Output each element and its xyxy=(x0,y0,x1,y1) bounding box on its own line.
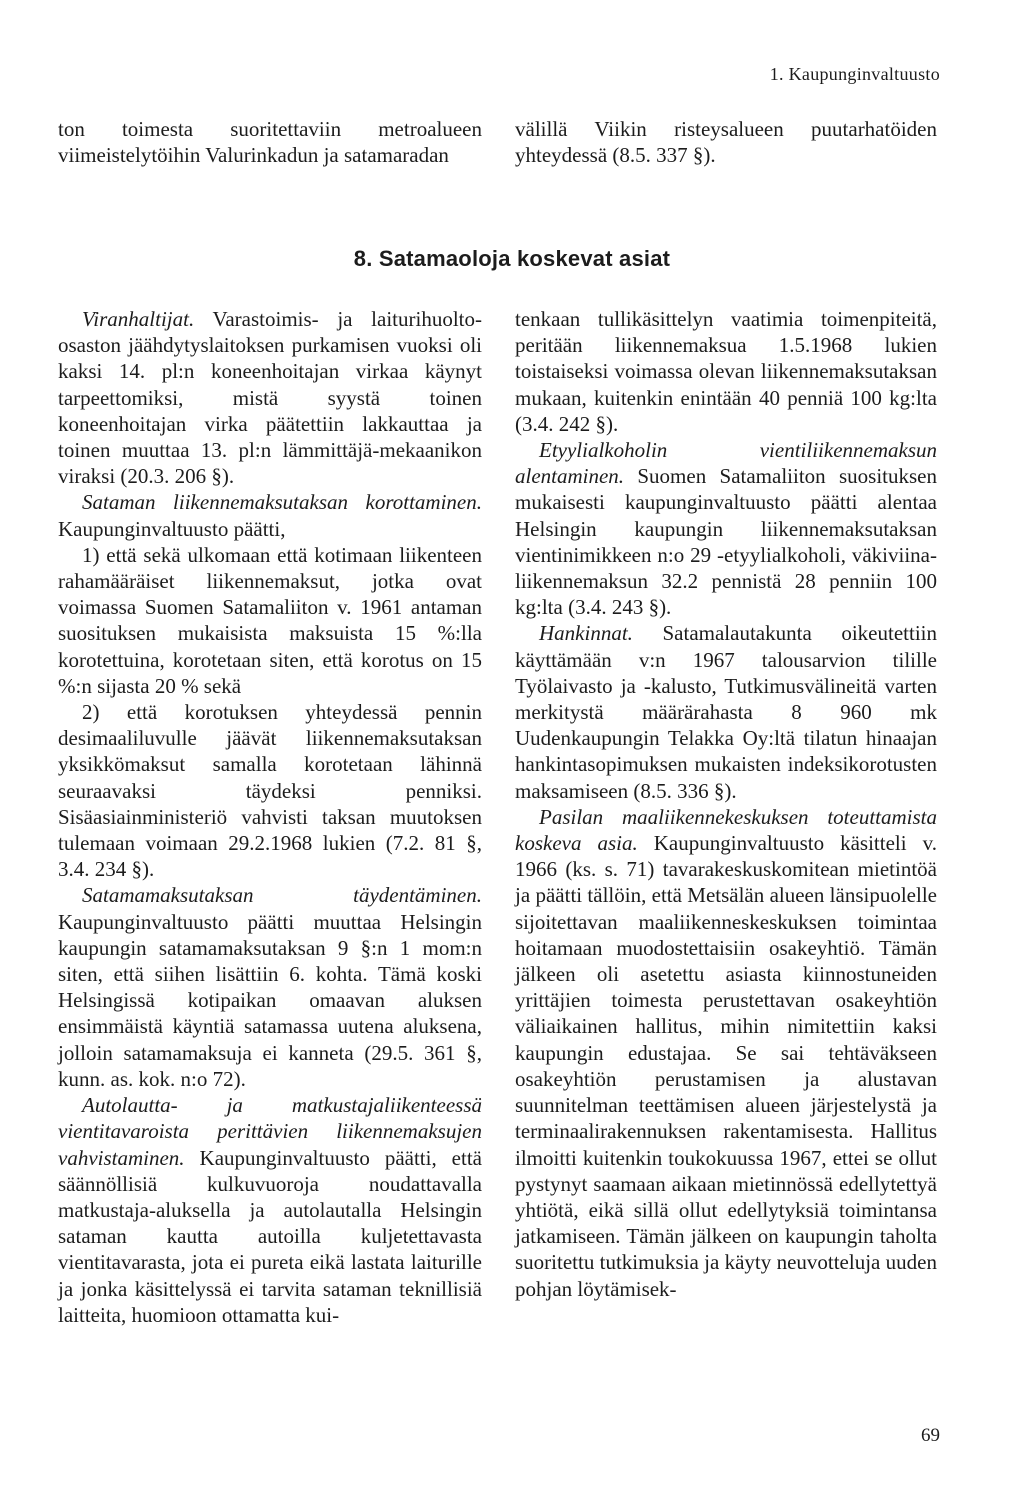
paragraph-point-2: 2) että korotuksen yhteydessä pennin desimaaliluvulle jäävät liikennemaksutaksan yksikkömaksut samalla korotetaan lähinnä seuraavaksi täydeksi penniksi. Sisäasiainministeriö vahvisti taksan muutoksen tulemaan voimaan 29.2.1968 lukien (7.2. 81 §, 3.4. 234 §). xyxy=(58,700,482,882)
paragraph-autolautta xyxy=(58,1092,482,1328)
paragraph-viranhaltijat xyxy=(58,306,482,489)
left-column xyxy=(58,306,482,1328)
paragraph-hankinnat xyxy=(515,620,937,803)
continuation-left xyxy=(58,116,482,168)
paragraph-continuation: tenkaan tullikäsittelyn vaatimia toimenpiteitä, peritään liikennemaksua 1.5.1968 lukien toistaiseksi voimassa olevan liikennemaksutaksan mukaan, kuitenkin enintään 40 penniä 100 kg:lta (3.4. 242 §). xyxy=(515,307,937,436)
paragraph-text: Kaupunginvaltuusto päätti, että säännöllisiä kulkuvuoroja noudattavalla matkustaja-aluksella ja autolautalla Helsingin sataman kautta autoilla kuljetettavasta vientitavarasta, jota ei pureta eikä lastata laiturille ja jonka käsittelyssä ei tarvita sataman teknillisiä laitteita, huomioon ottamatta kui- xyxy=(58,1145,482,1327)
paragraph-title: Autolautta- ja matkustajaliikenteessä vientitavaroista perittävien liikennemaksujen vahvistaminen. xyxy=(58,1093,482,1170)
paragraph-text: Kaupunginvaltuusto päätti muuttaa Helsingin kaupungin satamamaksutaksan 9 §:n 1 mom:n siten, että siihen lisättiin 6. kohta. Tämä koski Helsingissä kotipaikan omaavan aluksen ensimmäistä käyntiä satamassa uutena aluksena, jolloin satamamaksuja ei kanneta (29.5. 361 §, kunn. as. kok. n:o 72). xyxy=(58,909,482,1091)
paragraph-liikennemaksutaksa xyxy=(58,489,482,541)
paragraph-text: Satamalautakunta oikeutettiin käyttämään v:n 1967 talousarvion tilille Työlaivasto ja -kalusto, Tutkimusvälineitä varten merkitystä määrärahasta 8 960 mk Uudenkaupungin Telakka Oy:ltä tilatun hinaajan hankintasopimuksen mukaisten indeksikorotusten maksamiseen (8.5. 336 §). xyxy=(515,621,937,803)
paragraph-pasila xyxy=(515,804,937,1302)
continuation-text-right: välillä Viikin risteysalueen puutarhatöiden yhteydessä (8.5. 337 §). xyxy=(515,117,937,168)
paragraph-title: Satamamaksutaksan täydentäminen. xyxy=(82,883,482,908)
continuation-right xyxy=(515,116,937,168)
running-header: 1. Kaupunginvaltuusto xyxy=(769,64,940,84)
paragraph-text: Suomen Satamaliiton suosituksen mukaisesti kaupunginvaltuusto päätti alentaa Helsingin kaupungin liikennemaksutaksan vientinimikkeen n:o 29 -etyylialkoholi, väkiviina- liikennemaksun 32.2 pennistä 28 penniin 100 kg:lta (3.4. 243 §). xyxy=(515,464,937,620)
section-heading: 8. Satamaoloja koskevat asiat xyxy=(353,246,671,271)
paragraph-text: Varastoimis- ja laiturihuolto-osaston jäähdytyslaitoksen purkamisen vuoksi oli kaksi 14. pl:n koneenhoitajan virkaa käynyt tarpeettomiksi, mistä syystä toinen koneenhoitajan virka päätettiin lakkauttaa ja toinen muuttaa 13. pl:n lämmittäjä-mekaanikon viraksi (20.3. 206 §). xyxy=(58,307,482,489)
paragraph-title: Viranhaltijat. xyxy=(82,307,195,331)
paragraph-title: Hankinnat. xyxy=(539,621,633,646)
paragraph-point-1: 1) että sekä ulkomaan että kotimaan liikenteen rahamääräiset liikennemaksut, jotka ovat voimassa Suomen Satamaliiton v. 1961 antaman suosituksen mukaisista maksuista 15 %:lla korotettuina, korotetaan siten, että korotus on 15 %:n sijasta 20 % sekä xyxy=(58,542,482,698)
paragraph-satamamaksutaksa xyxy=(58,882,482,1092)
paragraph-etyylialkoholi xyxy=(515,437,937,620)
page-number: 69 xyxy=(921,1425,940,1446)
paragraph-title: Etyylialkoholin vientiliikennemaksun alentaminen. xyxy=(515,438,937,489)
paragraph-title: Sataman liikennemaksutaksan korottaminen. xyxy=(82,490,482,515)
paragraph-text: Kaupunginvaltuusto päätti, xyxy=(58,516,286,541)
paragraph-text: Kaupunginvaltuusto käsitteli v. 1966 (ks. s. 71) tavarakeskuskomitean mietintöä ja päätti tällöin, että Metsälän alueen länsipuolelle sijoitettavan maaliikenneskeskuksen toimintaa hoitamaan muodostettaisiin osakeyhtiö. Tämän jälkeen oli asetettu asiasta kiinnostuneiden yrittäjien toimesta perustettavan osakeyhtiön väliaikainen hallitus, mihin nimitettiin kaksi kaupungin edustajaa. Se sai tehtäväkseen osakeyhtiön perustamisen ja alustavan suunnitelman teettämisen alueen järjestelystä ja terminaalirakennuksen rakentamisesta. Hallitus ilmoitti kuitenkin toukokuussa 1967, ettei se ollut pystynyt saamaan aikaan mietinnössä edellytettyä yhtiötä, eikä sillä ollut edellytyksiä toimintansa jatkamiseen. Tämän jälkeen on kaupungin taholta suoritettu tutkimuksia ja käyty neuvotteluja uuden pohjan löytämisek- xyxy=(515,831,937,1301)
right-column xyxy=(515,306,937,1302)
paragraph-title: Pasilan maaliikennekeskuksen toteuttamista koskeva asia. xyxy=(515,804,937,856)
continuation-text-left: ton toimesta suoritettaviin metroalueen viimeistelytöihin Valurinkadun ja satamaradan xyxy=(58,117,482,168)
